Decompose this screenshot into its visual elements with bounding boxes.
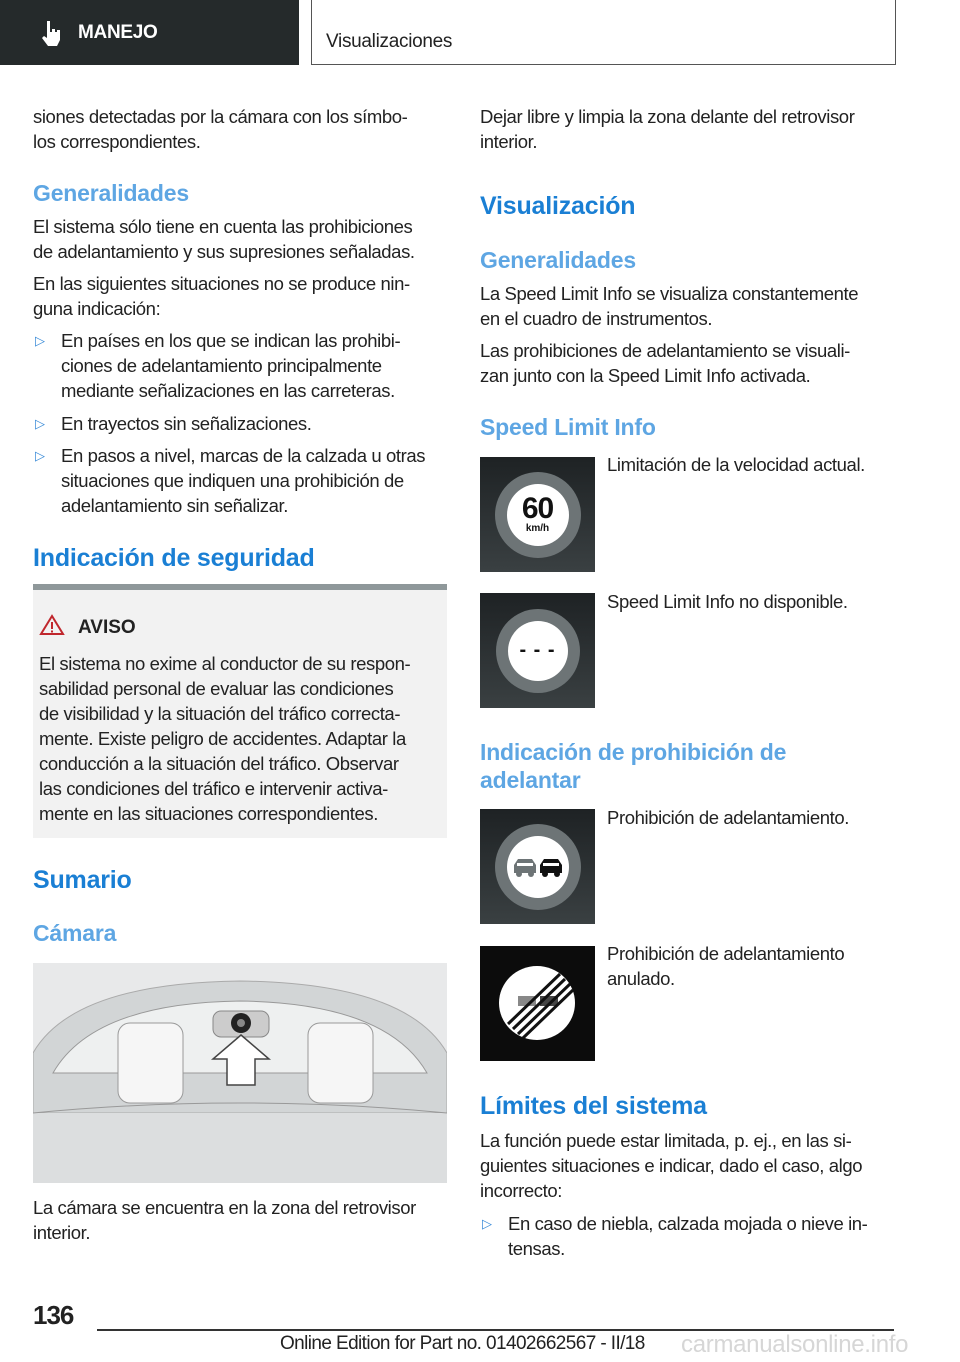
sign-description: Prohibición de adelantamiento. — [607, 807, 850, 828]
camera-location-illustration — [33, 963, 447, 1183]
end-no-overtaking-sign-icon — [480, 946, 595, 1061]
section-header — [0, 0, 299, 65]
paragraph: La función puede estar limitada, p. ej., en las si- guientes situaciones e indicar, dado el caso, algo incorrecto: — [480, 1130, 863, 1201]
speed-value: 60 — [521, 492, 554, 525]
heading-seguridad: Indicación de seguridad — [33, 544, 315, 572]
list-item — [480, 1211, 900, 1261]
edition-text: Online Edition for Part no. 01402662567 - II/18 — [280, 1333, 645, 1354]
bullet-triangle-icon: ▷ — [35, 448, 45, 463]
watermark: carmanualsonline.info — [681, 1331, 909, 1358]
paragraph: El sistema sólo tiene en cuenta las prohibiciones de adelantamiento y sus supresiones señaladas. — [33, 216, 415, 262]
page-number: 136 — [33, 1300, 74, 1330]
list-item — [33, 328, 453, 403]
speed-limit-sign-icon — [480, 457, 595, 572]
warning-title: AVISO — [78, 616, 136, 638]
heading-visualizacion: Visualización — [480, 192, 636, 220]
warning-text: El sistema no exime al conductor de su respon- sabilidad personal de evaluar las condiciones de visibilidad y la situación del tráfico correcta- mente. Existe peligro de accidentes. Adaptar la conducción a la situación del tráfico. Observar las condiciones del tráfico e intervenir activa- mente en las situaciones correspondientes. — [39, 653, 411, 824]
heading-limites: Límites del sistema — [480, 1092, 707, 1120]
warning-triangle-icon — [39, 614, 65, 641]
list-item-text: En pasos a nivel, marcas de la calzada u otras situaciones que indiquen una prohibición de adelantamiento sin señalizar. — [61, 445, 426, 516]
list-item — [33, 443, 453, 518]
list-item-text: En trayectos sin señalizaciones. — [61, 413, 312, 434]
section-title: MANEJO — [78, 21, 158, 43]
paragraph: La Speed Limit Info se visualiza constantemente en el cuadro de instrumentos. — [480, 283, 859, 329]
bullet-triangle-icon: ▷ — [482, 1216, 492, 1231]
heading-generalidades: Generalidades — [33, 180, 189, 206]
sign-description: Limitación de la velocidad actual. — [607, 454, 865, 475]
heading-speed-limit-info: Speed Limit Info — [480, 414, 656, 440]
heading-camara: Cámara — [33, 920, 117, 946]
paragraph: La cámara se encuentra en la zona del retrovisor interior. — [33, 1197, 416, 1243]
bullet-triangle-icon: ▷ — [35, 333, 45, 348]
paragraph: siones detectadas por la cámara con los símbo- los correspondientes. — [33, 106, 408, 152]
paragraph: Dejar libre y limpia la zona delante del retrovisor interior. — [480, 106, 855, 152]
sign-description: Prohibición de adelantamiento anulado. — [607, 943, 845, 989]
list-item — [33, 411, 453, 436]
chapter-header — [311, 0, 896, 65]
hand-pointer-icon — [40, 19, 64, 47]
heading-sumario: Sumario — [33, 866, 132, 894]
heading-generalidades: Generalidades — [480, 247, 636, 273]
list-item-text: En países en los que se indican las prohibi- ciones de adelantamiento principalmente mediante señalizaciones en las carreteras. — [61, 330, 401, 401]
warning-box — [33, 584, 447, 838]
speed-unit: km/h — [525, 523, 550, 534]
list-item-text: En caso de niebla, calzada mojada o nieve in- tensas. — [508, 1213, 868, 1259]
sign-description: Speed Limit Info no disponible. — [607, 591, 848, 612]
unavailable-dashes: - - - — [519, 639, 556, 661]
warning-header — [39, 614, 136, 641]
bullet-triangle-icon: ▷ — [35, 416, 45, 431]
speed-limit-unavailable-icon — [480, 593, 595, 708]
heading-prohibicion: Indicación de prohibición de adelantar — [480, 739, 787, 793]
paragraph: Las prohibiciones de adelantamiento se visuali- zan junto con la Speed Limit Info activada. — [480, 340, 850, 386]
paragraph: En las siguientes situaciones no se produce nin- guna indicación: — [33, 273, 410, 319]
no-overtaking-sign-icon — [480, 809, 595, 924]
chapter-title: Visualizaciones — [326, 31, 453, 52]
